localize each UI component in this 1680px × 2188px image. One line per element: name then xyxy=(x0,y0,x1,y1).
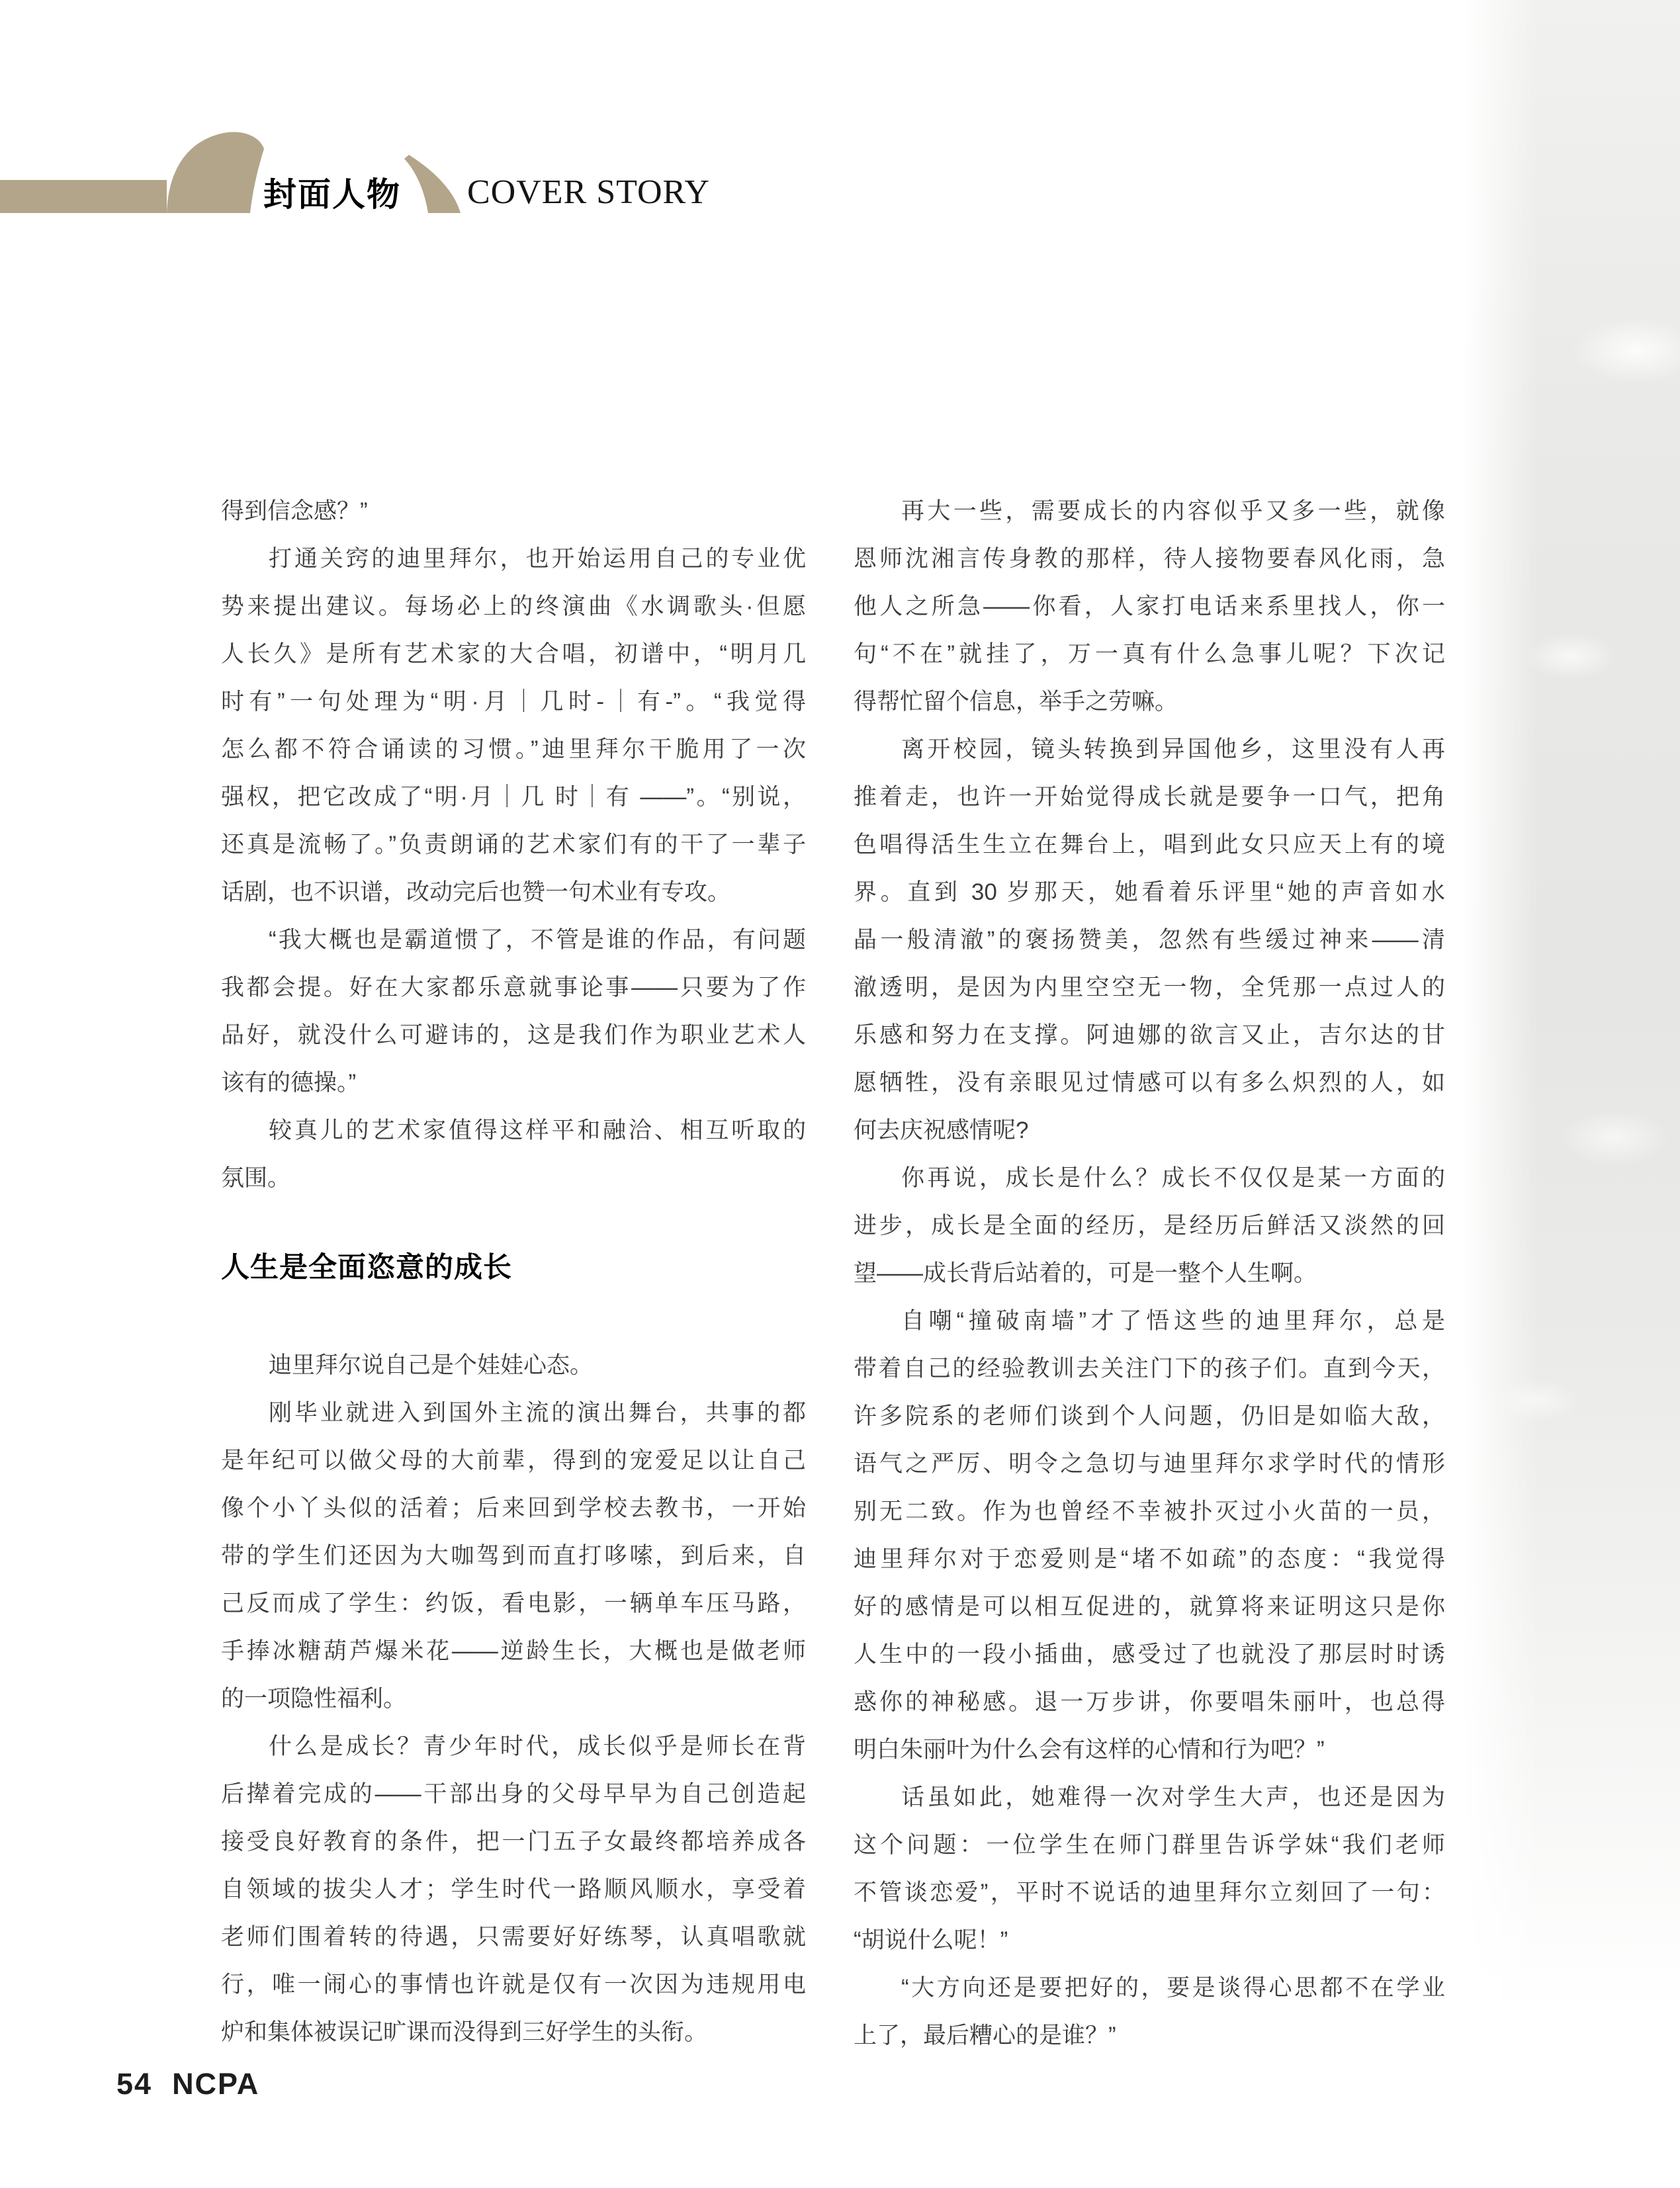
text-line: 愿牺牲，没有亲眼见过情感可以有多么炽烈的人，如 xyxy=(854,1070,1445,1096)
text-line: 刚毕业就进入到国外主流的演出舞台，共事的都 xyxy=(269,1400,806,1426)
text-line: 晶一般清澈”的褒扬赞美，忽然有些缓过神来——清 xyxy=(854,927,1445,953)
text-line: 接受良好教育的条件，把一门五子女最终都培养成各 xyxy=(221,1829,806,1855)
text-line: 时有”一句处理为“明·月｜几时-｜有-”。“我觉得 xyxy=(221,689,806,715)
text-line: 己反而成了学生：约饭，看电影，一辆单车压马路， xyxy=(221,1591,806,1616)
text-line: 像个小丫头似的活着；后来回到学校去教书，一开始 xyxy=(221,1495,806,1521)
text-line: 不管谈恋爱”，平时不说话的迪里拜尔立刻回了一句： xyxy=(854,1880,1445,1905)
left-column-upper xyxy=(221,488,806,1202)
text-line: 话剧，也不识谱，改动完后也赞一句术业有专攻。 xyxy=(221,879,731,905)
text-line: 带的学生们还因为大咖驾到而直打哆嗦，到后来，自 xyxy=(221,1543,806,1569)
text-line: 该有的德操。” xyxy=(221,1070,357,1096)
text-line: 什么是成长？青少年时代，成长似乎是师长在背 xyxy=(269,1733,806,1759)
text-line: 强权，把它改成了“明·月｜几 时｜有 ——”。“别说， xyxy=(221,784,806,810)
text-line: 得帮忙留个信息，举手之劳嘛。 xyxy=(854,689,1178,715)
publication-name: NCPA xyxy=(172,2067,260,2101)
text-line: 是年纪可以做父母的大前辈，得到的宠爱足以让自己 xyxy=(221,1448,806,1473)
text-line: 进步，成长是全面的经历，是经历后鲜活又淡然的回 xyxy=(854,1213,1445,1239)
text-line: 语气之严厉、明令之急切与迪里拜尔求学时代的情形 xyxy=(854,1451,1445,1477)
text-line: 迪里拜尔对于恋爱则是“堵不如疏”的态度：“我觉得 xyxy=(854,1546,1445,1572)
header-brush-stroke-icon xyxy=(404,155,461,213)
text-line: 行，唯一闹心的事情也许就是仅有一次因为违规用电 xyxy=(221,1972,806,1997)
header-leaf-swoosh-icon xyxy=(167,132,264,213)
text-line: 好的感情是可以相互促进的，就算将来证明这只是你 xyxy=(854,1594,1445,1620)
text-line: 这个问题：一位学生在师门群里告诉学妹“我们老师 xyxy=(854,1832,1445,1858)
right-column xyxy=(854,488,1445,2060)
text-line: 势来提出建议。每场必上的终演曲《水调歌头·但愿 xyxy=(221,593,806,619)
text-line: 品好，就没什么可避讳的，这是我们作为职业艺术人 xyxy=(221,1022,806,1048)
text-line: 迪里拜尔说自己是个娃娃心态。 xyxy=(269,1352,594,1378)
text-line: 乐感和努力在支撑。阿迪娜的欲言又止，吉尔达的甘 xyxy=(854,1022,1445,1048)
text-line: 后撵着完成的——干部出身的父母早早为自己创造起 xyxy=(221,1781,806,1807)
text-line: 炉和集体被误记旷课而没得到三好学生的头衔。 xyxy=(221,2019,708,2045)
text-line: 人生中的一段小插曲，感受过了也就没了那层时时诱 xyxy=(854,1641,1445,1667)
text-line: 上了，最后糟心的是谁？” xyxy=(854,2023,1116,2048)
text-line: 怎么都不符合诵读的习惯。”迪里拜尔干脆用了一次 xyxy=(221,736,806,762)
text-line: 还真是流畅了。”负责朗诵的艺术家们有的干了一辈子 xyxy=(221,832,806,857)
text-line: 话虽如此，她难得一次对学生大声，也还是因为 xyxy=(901,1784,1445,1810)
text-line: 的一项隐性福利。 xyxy=(221,1686,407,1712)
text-line: “胡说什么呢！” xyxy=(854,1927,1008,1953)
text-line: 惑你的神秘感。退一万步讲，你要唱朱丽叶，也总得 xyxy=(854,1689,1445,1715)
text-line: 较真儿的艺术家值得这样平和融洽、相互听取的 xyxy=(269,1117,806,1143)
text-line: 句“不在”就挂了，万一真有什么急事儿呢？下次记 xyxy=(854,641,1445,667)
text-line: 明白朱丽叶为什么会有这样的心情和行为吧？” xyxy=(854,1737,1325,1763)
text-line: 许多院系的老师们谈到个人问题，仍旧是如临大敌， xyxy=(854,1403,1445,1429)
text-line: 打通关窍的迪里拜尔，也开始运用自己的专业优 xyxy=(269,546,806,572)
text-line: 望——成长背后站着的，可是一整个人生啊。 xyxy=(854,1260,1317,1286)
left-column-lower xyxy=(221,1342,806,2056)
text-line: 推着走，也许一开始觉得成长就是要争一口气，把角 xyxy=(854,784,1445,810)
page-edge-photo-texture xyxy=(1462,0,1680,2188)
text-line: 带着自己的经验教训去关注门下的孩子们。直到今天， xyxy=(854,1356,1445,1381)
text-line: 我都会提。好在大家都乐意就事论事——只要为了作 xyxy=(221,975,806,1000)
text-line: 手捧冰糖葫芦爆米花——逆龄生长，大概也是做老师 xyxy=(221,1638,806,1664)
article-subheading: 人生是全面恣意的成长 xyxy=(221,1252,512,1284)
text-line: “大方向还是要把好的，要是谈得心思都不在学业 xyxy=(901,1975,1445,2001)
text-line: 再大一些，需要成长的内容似乎又多一些，就像 xyxy=(901,498,1445,524)
text-line: 人长久》是所有艺术家的大合唱，初谱中，“明月几 xyxy=(221,641,806,667)
text-line: 氛围。 xyxy=(221,1165,291,1191)
text-line: 离开校园，镜头转换到异国他乡，这里没有人再 xyxy=(901,736,1445,762)
text-line: “我大概也是霸道惯了，不管是谁的作品，有问题 xyxy=(269,927,806,953)
header-accent-bar xyxy=(0,180,167,213)
section-title-english: COVER STORY xyxy=(467,173,710,211)
text-line: 色唱得活生生立在舞台上，唱到此女只应天上有的境 xyxy=(854,832,1445,857)
text-line: 别无二致。作为也曾经不幸被扑灭过小火苗的一员， xyxy=(854,1499,1445,1524)
text-line: 澈透明，是因为内里空空无一物，全凭那一点过人的 xyxy=(854,975,1445,1000)
text-line: 何去庆祝感情呢? xyxy=(854,1117,1029,1143)
section-title-chinese: 封面人物 xyxy=(263,176,401,213)
text-line: 他人之所急——你看，人家打电话来系里找人，你一 xyxy=(854,593,1445,619)
text-line: 得到信念感？” xyxy=(221,498,368,524)
text-line: 恩师沈湘言传身教的那样，待人接物要春风化雨，急 xyxy=(854,546,1445,572)
text-line: 老师们围着转的待遇，只需要好好练琴，认真唱歌就 xyxy=(221,1924,806,1950)
text-line: 界。直到 30 岁那天，她看着乐评里“她的声音如水 xyxy=(854,879,1445,905)
text-line: 自嘲“撞破南墙”才了悟这些的迪里拜尔，总是 xyxy=(901,1308,1445,1334)
page-footer xyxy=(116,2067,259,2101)
text-line: 你再说，成长是什么？成长不仅仅是某一方面的 xyxy=(901,1165,1445,1191)
text-line: 自领域的拔尖人才；学生时代一路顺风顺水，享受着 xyxy=(221,1876,806,1902)
page-number: 54 xyxy=(116,2067,153,2101)
